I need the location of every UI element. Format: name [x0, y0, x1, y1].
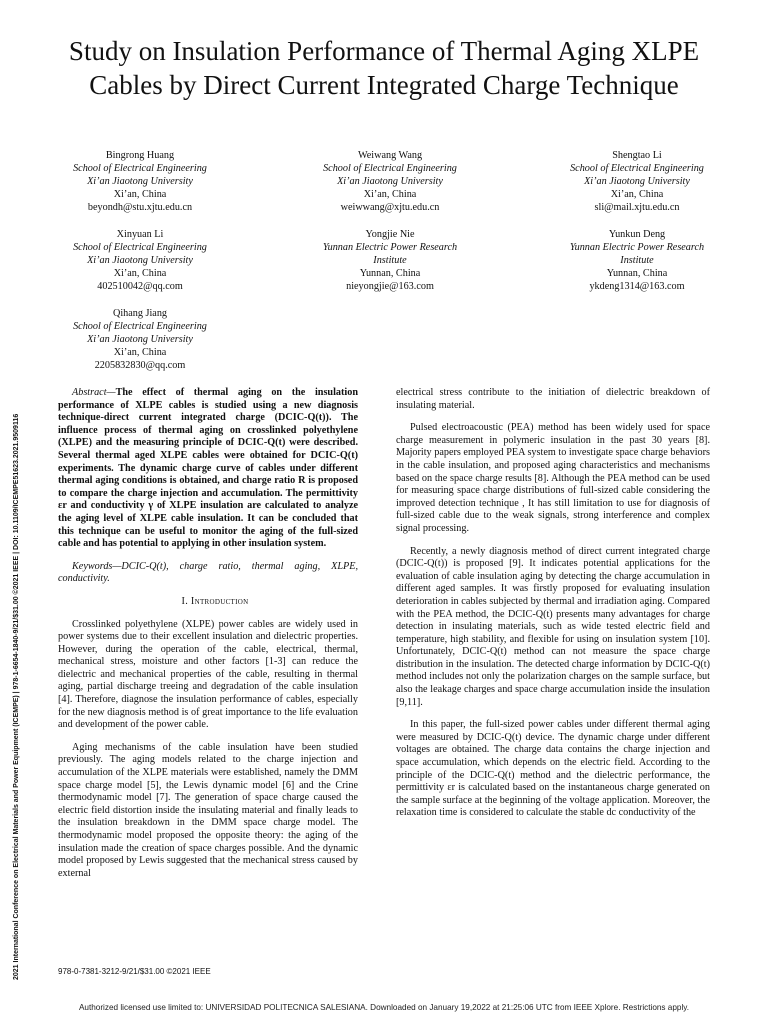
author-name: Xinyuan Li [116, 229, 164, 240]
keywords: Keywords—DCIC-Q(t), charge ratio, thermal aging, XLPE, conductivity. [58, 560, 358, 585]
author-institution: Xi’an Jiaotong University [87, 333, 193, 345]
paragraph: Aging mechanisms of the cable insulation have been studied previously. The aging models related to the charge injection and accumulation of the XLPE materials were established, namely the DMM space charge model [5], the Lewis dynamic model [6] and the Crine thermodynamic model [7]. The generation of space charge caused the electric field distortion inside the insulating material and finally leads to the insulation breakdown in the DMM space charge model. The thermodynamic model proposed the opposite theory: the aging of the insulation made the creation of space charges possible. And the dynamic model proposed by Lewis suggested that the mechanical stress caused by external [58, 741, 358, 879]
author-location: Yunnan, China [359, 267, 421, 279]
author-email: 2205832830@qq.com [94, 359, 186, 371]
author-name: Weiwang Wang [357, 150, 423, 161]
author-affiliation: School of Electrical Engineering [73, 320, 207, 332]
paragraph: electrical stress contribute to the initiation of dielectric breakdown of insulating material. [396, 387, 710, 411]
author-affiliation: School of Electrical Engineering [73, 162, 207, 174]
abstract-text: The effect of thermal aging on the insulation performance of XLPE cables is studied using a new diagnosis technique-direct current integrated charge (DCIC-Q(t)). The influence process of thermal aging on crosslinked polyethylene (XLPE) and the measuring principle of DCIC-Q(t) were described. Several thermal aged XLPE cables were obtained for DCIC-Q(t) experiments. The dynamic charge curve of cables under different thermal aging conditions is obtained, and charge ratio R is proposed to compare the charge injection and accumulation. The permittivity εr and conductivity γ of XLPE insulation are calculated to analyze the aging level of XLPE cable insulation. It can be concluded that this technique can be useful to monitor the aging of the full-sized cable and has potential to applying in other insulation system. [58, 387, 358, 550]
author-7 [20, 308, 260, 373]
sidebar-text: 2021 International Conference on Electrical Materials and Power Equipment (ICEMPE) | 978-1-6654-1840-9/21/$31.00 ©2021 IEEE | DOI: 10.1109/ICEMPE51623.2021.9509116 [13, 413, 20, 980]
author-4 [20, 229, 260, 294]
author-institution: Xi’an Jiaotong University [87, 254, 193, 266]
author-institution: Institute [373, 254, 407, 266]
author-name: Qihang Jiang [112, 308, 168, 319]
left-column [58, 387, 358, 890]
author-6 [517, 229, 757, 294]
author-email: nieyongjie@163.com [346, 280, 434, 292]
author-5 [270, 229, 510, 294]
author-institution: Xi’an Jiaotong University [337, 175, 443, 187]
author-name: Shengtao Li [612, 150, 662, 161]
license-notice: Authorized licensed use limited to: UNIVERSIDAD POLITECNICA SALESIANA. Downloaded on January 19,2022 at 21:25:06 UTC from IEEE Xplore. Restrictions apply. [78, 1003, 690, 1012]
author-institution: Xi’an Jiaotong University [584, 175, 690, 187]
author-affiliation: School of Electrical Engineering [570, 162, 704, 174]
author-email: beyondh@stu.xjtu.edu.cn [87, 201, 193, 213]
author-location: Xi’an, China [363, 188, 417, 200]
copyright-footer: 978-0-7381-3212-9/21/$31.00 ©2021 IEEE [58, 967, 211, 976]
author-3 [517, 150, 757, 215]
paper-title: Study on Insulation Performance of Thermal Aging XLPE Cables by Direct Current Integrated Charge Technique [68, 36, 700, 100]
author-1 [20, 150, 260, 215]
author-2 [270, 150, 510, 215]
right-column [396, 387, 710, 830]
author-location: Xi’an, China [610, 188, 664, 200]
author-location: Yunnan, China [606, 267, 668, 279]
abstract-label: Abstract— [72, 387, 116, 398]
author-email: weiwwang@xjtu.edu.cn [340, 201, 440, 213]
paragraph: Crosslinked polyethylene (XLPE) power cables are widely used in power systems due to their excellent insulation and dielectric properties. However, during the operation of the cable, electrical, thermal, mechanical stress, moisture and other factors [1-3] can reduce the dielectric and mechanical properties of the cable, resulting in thermal aging, partial discharge treeing and degradation of the cable insulation [4]. Therefore, diagnose the insulation performance of cables, especially for the new diagnosis method is of great importance to the life evaluation and development of the power cable. [58, 618, 358, 731]
author-institution: Institute [620, 254, 654, 266]
author-email: ykdeng1314@163.com [589, 280, 685, 292]
author-affiliation: School of Electrical Engineering [323, 162, 457, 174]
author-name: Yunkun Deng [608, 229, 666, 240]
paragraph: In this paper, the full-sized power cables under different thermal aging were measured by DCIC-Q(t) device. The dynamic charge under different voltages are obtained. The charge data contains the charge injection and space accumulation, which depends on the electric field. According to the principle of the DCIC-Q(t) method and the dielectric performance, the permittivity εr is calculated based on the instantaneous charge generated on the sample surface at the beginning of the voltage application. Moreover, the relaxation time is considered to calculate the stable dc conductivity of the [396, 719, 710, 819]
paragraph: Recently, a newly diagnosis method of direct current integrated charge (DCIC-Q(t)) is proposed [9]. It indicates potential applications for the evaluation of cable insulation aging by detecting the charge accumulation in different aged samples. It was firstly proposed for evaluating insulation deterioration in cables subjected by thermal and irradiation aging. Compared with the PEA method, the DCIC-Q(t) presents many advantages for charge detection in insulating materials, such as wide tested electric field and temperature, high stability, and flexible for using on insulation system [10]. Unfortunately, DCIC-Q(t) method can not measure the space charge distribution in the insulation. The detected charge information by DCIC-Q(t) method includes not only the polarization charges on the sample surface, but also the leakage charges and space charge accumulation inside the insulation [9,11]. [396, 545, 710, 708]
author-affiliation: School of Electrical Engineering [73, 241, 207, 253]
author-name: Bingrong Huang [105, 150, 175, 161]
abstract [58, 387, 358, 551]
section-heading-introduction: I. Introduction [181, 595, 249, 607]
paragraph: Pulsed electroacoustic (PEA) method has been widely used for space charge measurement in polymeric insulation in the past 30 years [8]. Majority papers employed PEA system to investigate space charge behaviors in the cable insulation, and proposed aging characteristics and mechanisms based on the space charge results [8]. Although the PEA method can be used for measuring space charge distributions of full-sized cable considering the improved detection technique , It has still limitation to use for diagnosis of full-sized cable due to the weak signals, strong interference and complex signal processing. [396, 422, 710, 534]
author-affiliation: Yunnan Electric Power Research [322, 241, 458, 253]
author-institution: Xi’an Jiaotong University [87, 175, 193, 187]
author-location: Xi’an, China [113, 346, 167, 358]
author-name: Yongjie Nie [365, 229, 415, 240]
author-location: Xi’an, China [113, 188, 167, 200]
author-email: 402510042@qq.com [97, 280, 183, 292]
author-location: Xi’an, China [113, 267, 167, 279]
author-email: sli@mail.xjtu.edu.cn [594, 201, 680, 213]
author-affiliation: Yunnan Electric Power Research [569, 241, 705, 253]
